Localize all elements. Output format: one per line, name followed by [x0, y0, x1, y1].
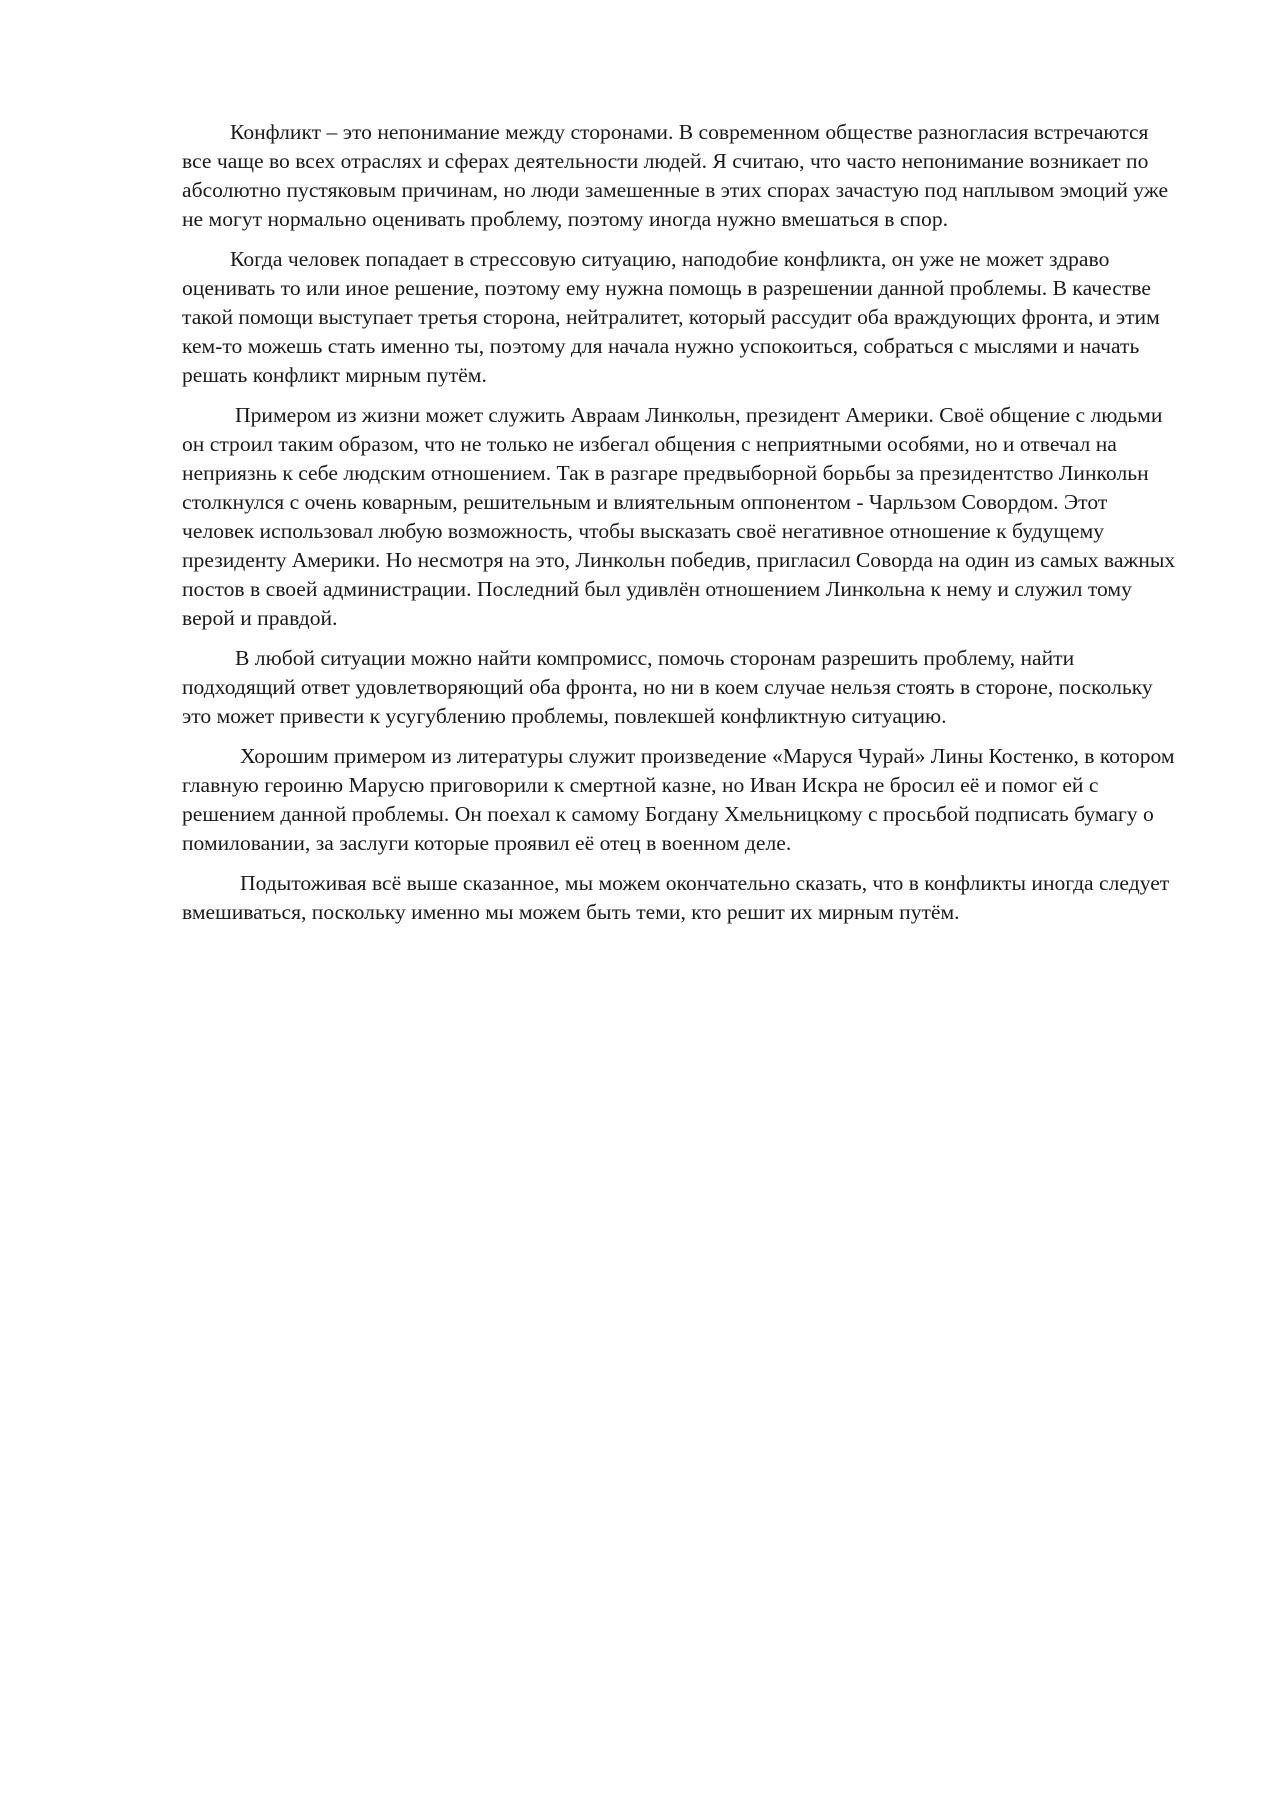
paragraph-6: Подытоживая всё выше сказанное, мы можем окончательно сказать, что в конфликты иногда следует вмешиваться, поскольку именно мы можем быть теми, кто решит их мирным путём. [182, 871, 1170, 924]
paragraph-2: Когда человек попадает в стрессовую ситуацию, наподобие конфликта, он уже не может здраво оценивать то или иное решение, поэтому ему нужна помощь в разрешении данной проблемы. В качестве такой помощи выступает третья сторона, нейтралитет, который рассудит оба враждующих фронта, и этим кем-то можешь стать именно ты, поэтому для начала нужно успокоиться, собраться с мыслями и начать решать конфликт мирным путём. [182, 247, 1160, 387]
paragraph-4: В любой ситуации можно найти компромисс, помочь сторонам разрешить проблему, найти подходящий ответ удовлетворяющий оба фронта, но ни в коем случае нельзя стоять в стороне, поскольку это может привести к усугублению проблемы, повлекшей конфликтную ситуацию. [182, 646, 1153, 728]
paragraph-1: Конфликт – это непонимание между сторонами. В современном обществе разногласия встречаются все чаще во всех отраслях и сферах деятельности людей. Я считаю, что часто непонимание возникает по абсолютно пустяковым причинам, но люди замешенные в этих спорах зачастую под наплывом эмоций уже не могут нормально оценивать проблему, поэтому иногда нужно вмешаться в спор. [182, 120, 1169, 231]
paragraph-3: Примером из жизни может служить Авраам Линкольн, президент Америки. Своё общение с людьми он строил таким образом, что не только не избегал общения с неприятными особями, но и отвечал на неприязнь к себе людским отношением. Так в разгаре предвыборной борьбы за президентство Линкольн столкнулся с очень коварным, решительным и влиятельным оппонентом - Чарльзом Совордом. Этот человек использовал любую возможность, чтобы высказать своё негативное отношение к будущему президенту Америки. Но несмотря на это, Линкольн победив, пригласил Соворда на один из самых важных постов в своей администрации. Последний был удивлён отношением Линкольна к нему и служил тому верой и правдой. [182, 403, 1176, 630]
document-body [182, 118, 1182, 938]
paragraph-5: Хорошим примером из литературы служит произведение «Маруся Чурай» Лины Костенко, в котором главную героиню Марусю приговорили к смертной казне, но Иван Искра не бросил её и помог ей с решением данной проблемы. Он поехал к самому Богдану Хмельницкому с просьбой подписать бумагу о помиловании, за заслуги которые проявил её отец в военном деле. [182, 744, 1175, 855]
